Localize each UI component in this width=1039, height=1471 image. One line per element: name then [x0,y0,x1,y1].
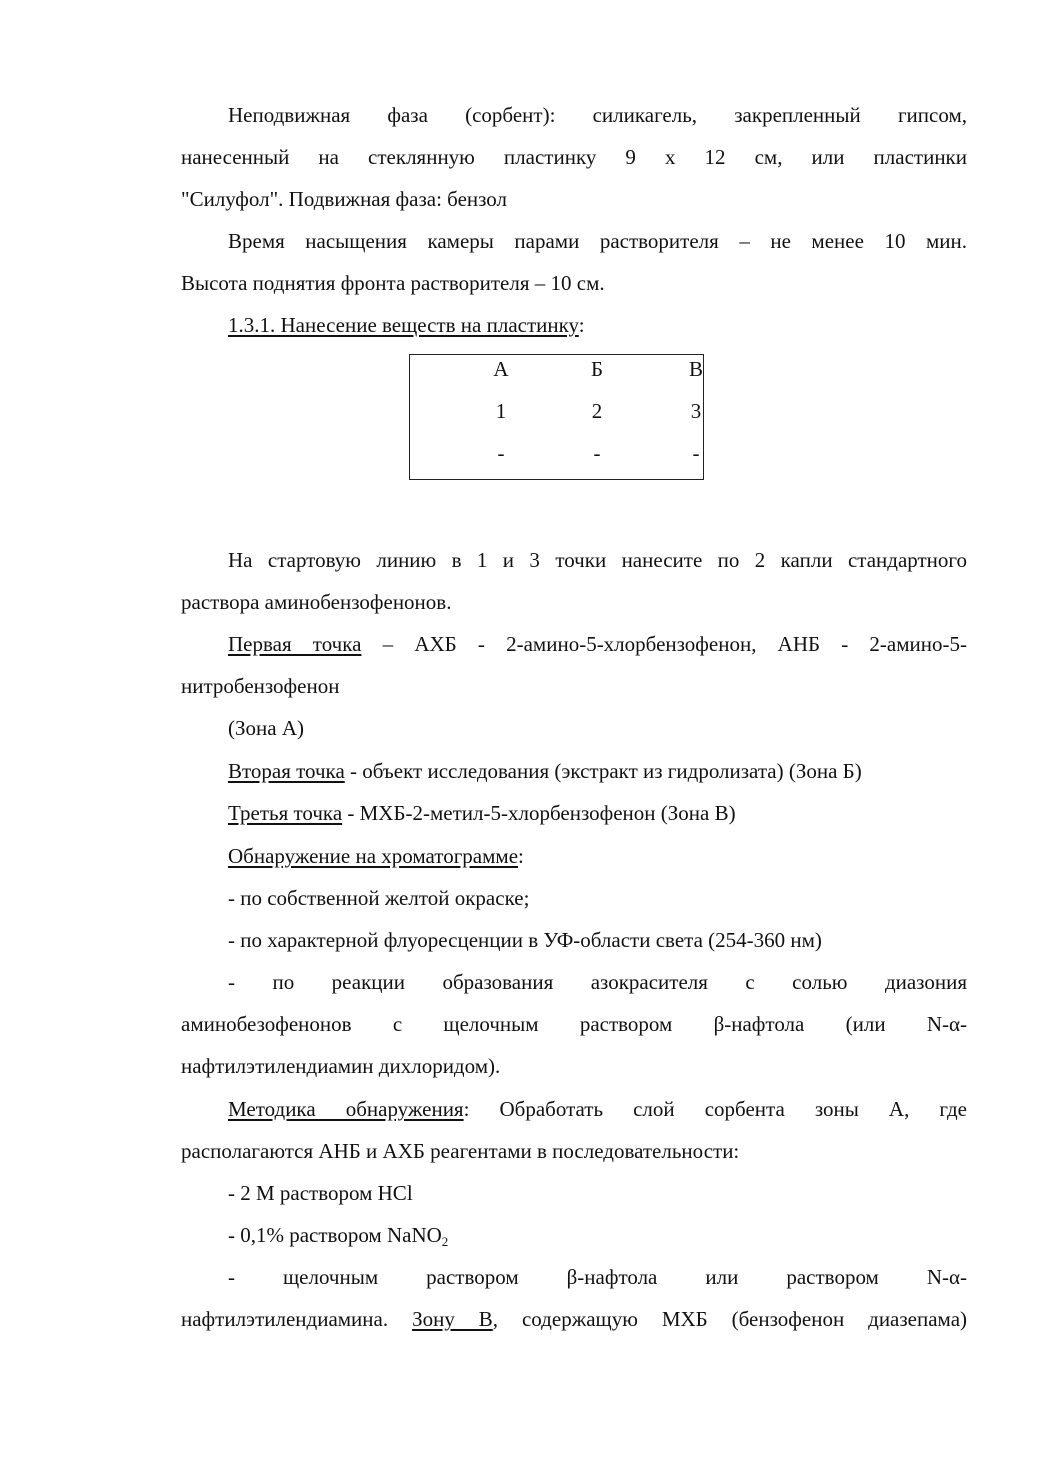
start-mark-2: - [593,441,601,465]
method-step2-subscript: 2 [441,1234,449,1249]
zone-v-link: Зону В [412,1307,493,1331]
method-label: Методика обнаружения [228,1097,464,1121]
method-step3-line1: - щелочным раствором β-нафтола или раствором N-α- [228,1265,967,1289]
para3-line2: раствора аминобензофенонов. [181,590,452,614]
para1-line2: нанесенный на стеклянную пластинку 9 х 12 см, или пластинки [181,145,967,169]
point1-line1 [181,623,967,665]
zone-label-v: В [688,357,703,381]
point-number-3: 3 [690,399,702,423]
point3-label: Третья точка [228,801,343,825]
start-mark-1: - [497,441,505,465]
detection-heading [181,835,967,877]
point1-line2: нитробензофенон [181,674,340,698]
section-heading [181,304,967,346]
point-number-1: 1 [495,399,507,423]
point3-line [181,792,967,834]
plate-diagram [409,354,704,480]
method-step3-text-a: нафтилэтилендиамина. [181,1307,413,1331]
point1-label: Первая точка [228,632,362,656]
detection-item3-line2: аминобезофенонов с щелочным раствором β-нафтола (или N-α- [181,1012,967,1036]
section-heading-colon: : [578,313,585,337]
method-step2 [181,1214,967,1256]
point3-text: - МХБ-2-метил-5-хлорбензофенон (Зона В) [342,801,736,825]
point2-line [181,750,967,792]
point2-label: Вторая точка [228,759,345,783]
detection-item3-line3: нафтилэтилендиамин дихлоридом). [181,1054,501,1078]
method-step2-main: - 0,1% раствором NaNO [228,1223,442,1247]
detection-item3-line1: - по реакции образования азокрасителя с солью диазония [228,970,967,994]
point-number-2: 2 [591,399,603,423]
para1-line1: Неподвижная фаза (сорбент): силикагель, закрепленный гипсом, [228,103,967,127]
point2-text: - объект исследования (экстракт из гидролизата) (Зона Б) [344,759,862,783]
para2-line1: Время насыщения камеры парами растворителя – не менее 10 мин. [228,229,967,253]
start-mark-3: - [692,441,700,465]
para2-line2: Высота поднятия фронта растворителя – 10 см. [181,271,605,295]
detection-label: Обнаружение на хроматограмме [228,844,519,868]
method-text: : Обработать слой сорбента зоны А, где [463,1097,967,1121]
method-line1 [181,1088,967,1130]
detection-colon: : [518,844,524,868]
zone-label-a: А [493,357,509,381]
method-step3-line2 [181,1298,967,1340]
method-step3-text-b: , содержащую МХБ (бензофенон диазепама) [492,1307,968,1331]
method-line2: располагаются АНБ и АХБ реагентами в последовательности: [181,1139,740,1163]
section-heading-text: 1.3.1. Нанесение веществ на пластинку [228,313,579,337]
zone-label-b: Б [590,357,604,381]
point1-text: – АХБ - 2-амино-5-хлорбензофенон, АНБ - 2-амино-5- [361,632,968,656]
method-step1: - 2 М раствором HCl [228,1181,413,1205]
detection-item1: - по собственной желтой окраске; [228,886,530,910]
detection-item2: - по характерной флуоресценции в УФ-области света (254-360 нм) [228,928,822,952]
para1-line3: "Силуфол". Подвижная фаза: бензол [181,187,508,211]
point1-zone: (Зона А) [228,716,304,740]
para3-line1: На стартовую линию в 1 и 3 точки нанесите по 2 капли стандартного [228,548,967,572]
